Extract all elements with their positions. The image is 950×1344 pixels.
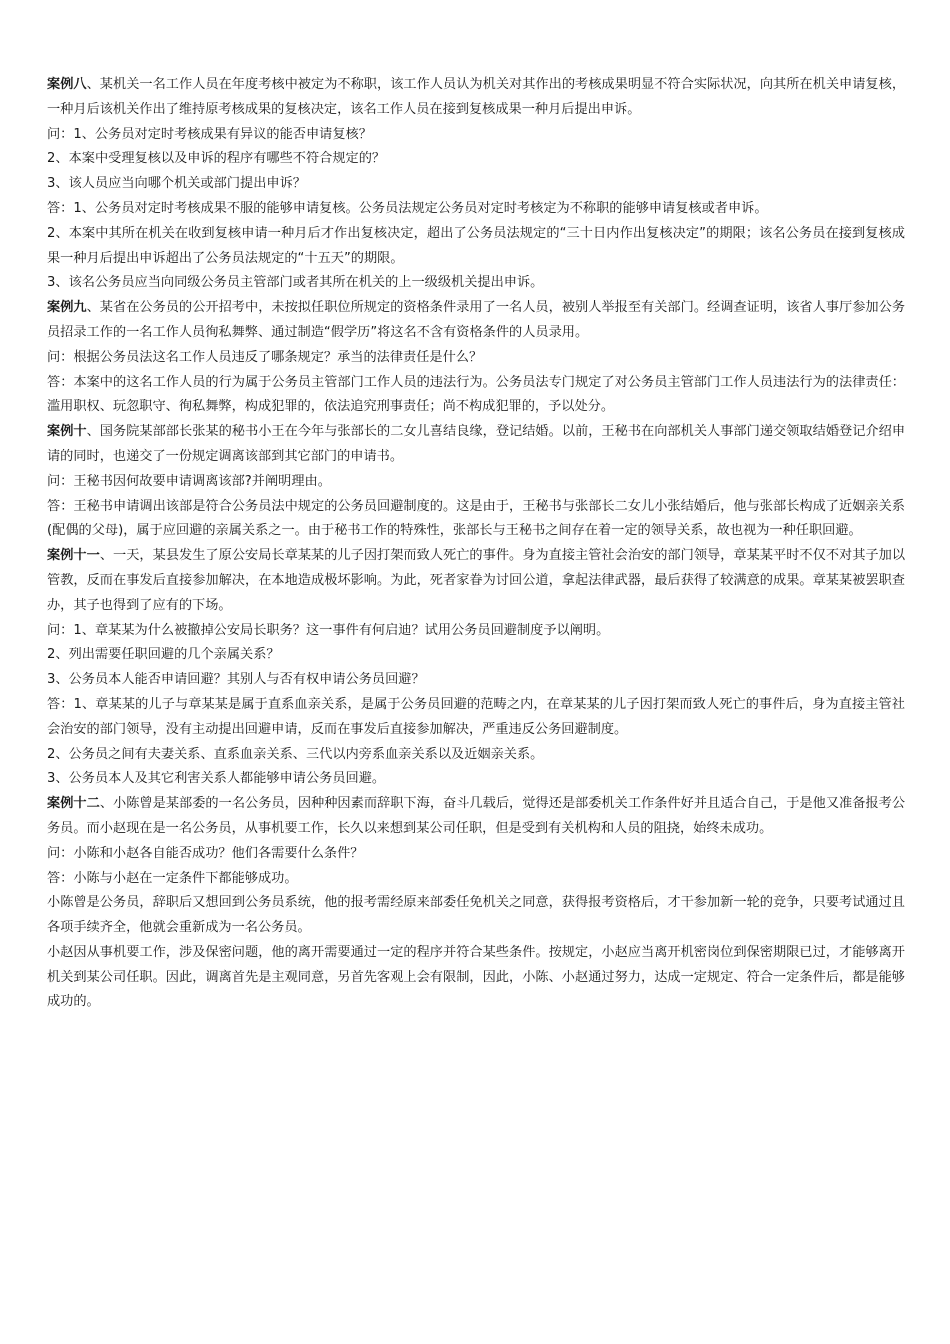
case-12-paragraph	[47, 792, 905, 842]
case-9-question: 问：根据公务员法这名工作人员违反了哪条规定？承当的法律责任是什么？	[47, 349, 483, 365]
case-8-question-1: 问：1、公务员对定时考核成果有异议的能否申请复核？	[47, 126, 372, 142]
case-10-paragraph	[47, 420, 905, 470]
case-11-text: 、一天，某县发生了原公安局长章某某的儿子因打架而致人死亡的事件。身为直接主管社会治安的部门领导，章某某平时不仅不对其子加以管教，反而在事发后直接参加解决，在本地造成极坏影响。为此，死者家眷为讨回公道，拿起法律武器，最后获得了较满意的成果。章某某被罢职查办，其子也得到了应有的下场。	[47, 548, 906, 613]
case-12-answer-xiaozhao: 小赵因从事机要工作，涉及保密问题，他的离开需要通过一定的程序并符合某些条件。按规定，小赵应当离开机密岗位到保密期限已过，才能够离开机关到某公司任职。因此，调离首先是主观同意，另首先客观上会有限制，因此，小陈、小赵通过努力，达成一定规定、符合一定条件后，都是能够成功的。	[47, 944, 905, 1010]
case-12-answer-intro: 答：小陈与小赵在一定条件下都能够成功。	[47, 870, 298, 886]
case-10-label: 案例十	[47, 424, 87, 440]
case-12-label: 案例十二	[47, 796, 100, 812]
case-8-question-3: 3、该人员应当向哪个机关或部门提出申诉？	[47, 176, 306, 192]
case-8-paragraph	[47, 73, 905, 123]
case-8-text: 、某机关一名工作人员在年度考核中被定为不称职，该工作人员认为机关对其作出的考核成果明显不符合实际状况，向其所在机关申请复核，一种月后该机关作出了维持原考核成果的复核决定，该名工作人员在接到复核成果一种月后提出申诉。	[47, 77, 906, 117]
case-8-answer-2: 2、本案中其所在机关在收到复核申请一种月后才作出复核决定，超出了公务员法规定的“三十日内作出复核决定”的期限；该名公务员在接到复核成果一种月后提出申诉超出了公务员法规定的“十五天”的期限。	[47, 225, 905, 266]
case-12-text: 、小陈曾是某部委的一名公务员，因种种因素而辞职下海，奋斗几载后，觉得还是部委机关工作条件好并且适合自己，于是他又准备报考公务员。而小赵现在是一名公务员，从事机要工作，长久以来想到某公司任职，但是受到有关机构和人员的阻挠，始终未成功。	[47, 796, 906, 836]
case-11-answer-2: 2、公务员之间有夫妻关系、直系血亲关系、三代以内旁系血亲关系以及近姻亲关系。	[47, 746, 544, 762]
document-body	[47, 73, 905, 1015]
case-9-text: 、某省在公务员的公开招考中，未按拟任职位所规定的资格条件录用了一名人员，被别人举报至有关部门。经调查证明，该省人事厅参加公务员招录工作的一名工作人员徇私舞弊、通过制造“假学历”将这名不含有资格条件的人员录用。	[47, 300, 906, 340]
case-8-answer-3: 3、该名公务员应当向同级公务员主管部门或者其所在机关的上一级级机关提出申诉。	[47, 275, 544, 291]
case-11-answer-1: 答：1、章某某的儿子与章某某是属于直系血亲关系，是属于公务员回避的范畴之内，在章某某的儿子因打架而致人死亡的事件后，身为直接主管社会治安的部门领导，没有主动提出回避申请，反而在事发后直接参加解决，严重违反公务回避制度。	[47, 696, 905, 737]
case-10-answer: 答：王秘书申请调出该部是符合公务员法中规定的公务员回避制度的。这是由于，王秘书与张部长二女儿小张结婚后，他与张部长构成了近姻亲关系(配偶的父母)，属于应回避的亲属关系之一。由于秘书工作的特殊性，张部长与王秘书之间存在着一定的领导关系，故也视为一种任职回避。	[47, 498, 905, 539]
case-11-question-3: 3、公务员本人能否申请回避？其别人与否有权申请公务员回避？	[47, 672, 425, 688]
case-11-question-1: 问：1、章某某为什么被撤掉公安局长职务？这一事件有何启迪？试用公务员回避制度予以阐明。	[47, 622, 610, 638]
case-9-label: 案例九	[47, 300, 87, 316]
case-9-paragraph	[47, 296, 905, 346]
case-11-question-2: 2、列出需要任职回避的几个亲属关系？	[47, 647, 280, 663]
case-11-paragraph	[47, 544, 905, 618]
case-12-answer-xiaochen: 小陈曾是公务员，辞职后又想回到公务员系统，他的报考需经原来部委任免机关之同意，获得报考资格后，才干参加新一轮的竞争，只要考试通过且各项手续齐全，他就会重新成为一名公务员。	[47, 895, 905, 936]
case-11-answer-3: 3、公务员本人及其它利害关系人都能够申请公务员回避。	[47, 771, 386, 787]
case-10-question: 问：王秘书因何故要申请调离该部?并阐明理由。	[47, 473, 331, 489]
case-8-question-2: 2、本案中受理复核以及申诉的程序有哪些不符合规定的？	[47, 151, 386, 167]
case-9-answer: 答：本案中的这名工作人员的行为属于公务员主管部门工作人员的违法行为。公务员法专门规定了对公务员主管部门工作人员违法行为的法律责任：滥用职权、玩忽职守、徇私舞弊，构成犯罪的，依法追究刑事责任；尚不构成犯罪的，予以处分。	[47, 374, 905, 415]
case-8-label: 案例八	[47, 77, 87, 92]
case-12-question: 问：小陈和小赵各自能否成功？他们各需要什么条件？	[47, 845, 364, 861]
case-11-label: 案例十一	[47, 548, 100, 564]
case-10-text: 、国务院某部部长张某的秘书小王在今年与张部长的二女儿喜结良缘，登记结婚。以前，王秘书在向部机关人事部门递交领取结婚登记介绍申请的同时，也递交了一份规定调离该部到其它部门的申请书。	[47, 424, 906, 464]
case-8-answer-1: 答：1、公务员对定时考核成果不服的能够申请复核。公务员法规定公务员对定时考核定为不称职的能够申请复核或者申诉。	[47, 200, 768, 216]
